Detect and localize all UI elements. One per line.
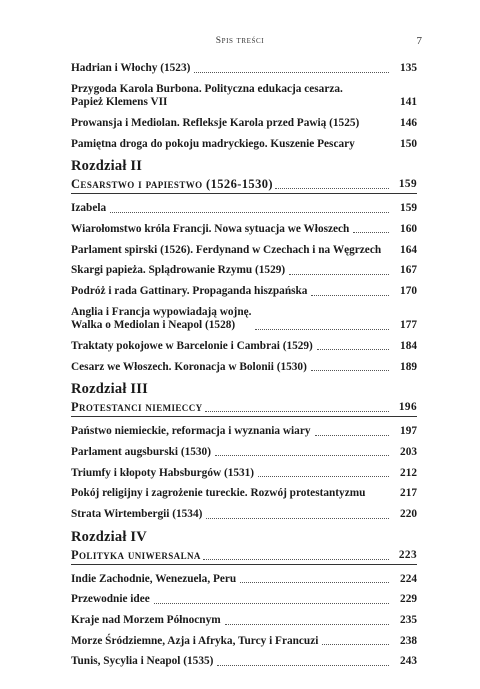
dot-leader xyxy=(203,559,389,560)
dot-leader xyxy=(110,212,389,213)
toc-entry-page: 184 xyxy=(400,339,417,352)
toc-entry xyxy=(71,614,417,628)
toc-entry-page: 229 xyxy=(400,593,417,606)
toc-entry-page: 212 xyxy=(400,466,417,479)
toc-entry-title: Indie Zachodnie, Wenezuela, Peru xyxy=(71,572,237,585)
dot-leader xyxy=(255,329,389,330)
dot-leader xyxy=(311,370,389,371)
toc-entry-title: Tunis, Sycylia i Neapol (1535) xyxy=(71,655,214,668)
toc-entry-title: Parlament augsburski (1530) xyxy=(71,445,211,458)
chapter-page: 159 xyxy=(398,178,417,191)
toc-entry xyxy=(71,264,417,278)
toc-entry xyxy=(71,361,417,375)
toc-entry-title: Prowansja i Mediolan. Refleksje Karola przed Pawią (1525) xyxy=(71,116,360,129)
toc-entry-page: 170 xyxy=(400,285,417,297)
toc-entry-title: Podróż i rada Gattinary. Propaganda hiszpańska xyxy=(71,285,308,297)
dot-leader xyxy=(311,295,389,296)
chapter-label: Rozdział IV xyxy=(71,528,147,545)
toc-entry-page: 160 xyxy=(400,222,417,235)
toc-entry-page: 146 xyxy=(400,116,417,129)
chapter-title-text: Polityka uniwersalna xyxy=(71,547,201,562)
header-page-number: 7 xyxy=(416,35,422,47)
toc-entry xyxy=(71,83,417,110)
dot-leader xyxy=(258,476,389,477)
dot-leader xyxy=(225,624,389,625)
toc-entry-title: Przewodnie idee xyxy=(71,593,150,606)
dot-leader xyxy=(317,349,389,350)
toc-entry-title: Hadrian i Włochy (1523) xyxy=(71,62,191,74)
dot-leader xyxy=(289,274,389,275)
dot-leader xyxy=(194,72,389,73)
toc-entry-title: Parlament spirski (1526). Ferdynand w Czechach i na Węgrzech xyxy=(71,243,382,256)
toc-entry xyxy=(71,425,417,439)
toc-entry-page: 217 xyxy=(400,487,417,500)
toc-entry-page: 238 xyxy=(400,634,417,647)
toc-entry xyxy=(71,244,417,258)
chapter-title xyxy=(71,400,417,417)
toc-entry-title: Traktaty pokojowe w Barcelonie i Cambrai (1529) xyxy=(71,339,313,352)
toc-entry-title: Pokój religijny i zagrożenie tureckie. Rozwój protestantyzmu xyxy=(71,487,366,500)
toc-entry-page: 235 xyxy=(400,614,417,627)
toc-entry xyxy=(71,285,417,299)
dot-leader xyxy=(322,644,389,645)
toc-entry-page: 159 xyxy=(400,202,417,215)
toc-entry xyxy=(71,593,417,607)
chapter-label: Rozdział III xyxy=(71,381,148,398)
toc-entry xyxy=(71,446,417,460)
toc-entry xyxy=(71,223,417,237)
toc-entry xyxy=(71,655,417,669)
toc-entry-title: Przygoda Karola Burbona. Polityczna edukacja cesarza. Papież Klemens VII xyxy=(71,82,343,109)
header-title: Spis treści xyxy=(215,36,265,46)
dot-leader xyxy=(215,455,389,456)
toc-entry-title: Skargi papieża. Splądrowanie Rzymu (1529) xyxy=(71,264,286,277)
toc-entry xyxy=(71,573,417,587)
toc-entry-page: 220 xyxy=(400,508,417,520)
toc-entry-title: Wiarołomstwo króla Francji. Nowa sytuacja we Włoszech xyxy=(71,222,350,235)
dot-leader xyxy=(275,188,389,189)
chapter-title-text: Protestanci niemieccy xyxy=(71,400,203,415)
toc-entry xyxy=(71,467,417,481)
toc-entry-page: 224 xyxy=(400,572,417,585)
toc-entry xyxy=(71,635,417,649)
chapter-page: 223 xyxy=(398,548,417,561)
toc-entry-page: 189 xyxy=(400,360,417,373)
chapter-page: 196 xyxy=(398,401,417,414)
toc-entry xyxy=(71,138,417,152)
toc-entry xyxy=(71,487,417,501)
toc-entry-page: 150 xyxy=(400,137,417,150)
dot-leader xyxy=(240,582,389,583)
running-header xyxy=(0,36,480,50)
toc-entry-title: Pamiętna droga do pokoju madryckiego. Kuszenie Pescary xyxy=(71,137,355,150)
toc-entry-title: Kraje nad Morzem Północnym xyxy=(71,614,221,627)
dot-leader xyxy=(206,518,389,519)
dot-leader xyxy=(205,411,389,412)
table-of-contents xyxy=(71,62,417,676)
toc-entry-title: Cesarz we Włoszech. Koronacja w Bolonii (1530) xyxy=(71,360,307,373)
toc-entry-page: 167 xyxy=(400,264,417,277)
toc-entry-title: Państwo niemieckie, reformacja i wyznania wiary xyxy=(71,425,311,438)
toc-entry-title: Izabela xyxy=(71,202,107,215)
toc-entry xyxy=(71,508,417,522)
toc-entry xyxy=(71,306,417,333)
dot-leader xyxy=(353,232,389,233)
chapter-title xyxy=(71,177,417,194)
toc-entry xyxy=(71,202,417,216)
toc-entry-page: 203 xyxy=(400,445,417,458)
toc-entry-title: Strata Wirtembergii (1534) xyxy=(71,508,203,520)
toc-entry xyxy=(71,62,417,76)
toc-entry-title: Triumfy i kłopoty Habsburgów (1531) xyxy=(71,466,255,479)
toc-entry-title: Morze Śródziemne, Azja i Afryka, Turcy i Francuzi xyxy=(71,634,319,647)
dot-leader xyxy=(154,603,389,604)
chapter-title-text: Cesarstwo i papiestwo (1526-1530) xyxy=(71,177,273,192)
toc-entry-page: 164 xyxy=(400,243,417,256)
toc-entry-page: 177 xyxy=(400,319,417,332)
chapter-title xyxy=(71,548,417,565)
toc-entry-page: 243 xyxy=(400,655,417,668)
toc-entry-page: 197 xyxy=(400,425,417,438)
toc-entry xyxy=(71,340,417,354)
dot-leader xyxy=(315,435,390,436)
toc-entry xyxy=(71,117,417,131)
toc-entry-title: Anglia i Francja wypowiadają wojnę. Walka o Mediolan i Neapol (1528) xyxy=(71,305,252,332)
toc-entry-page: 141 xyxy=(400,96,417,109)
toc-entry-page: 135 xyxy=(400,62,417,74)
dot-leader xyxy=(217,665,389,666)
chapter-label: Rozdział II xyxy=(71,158,143,175)
